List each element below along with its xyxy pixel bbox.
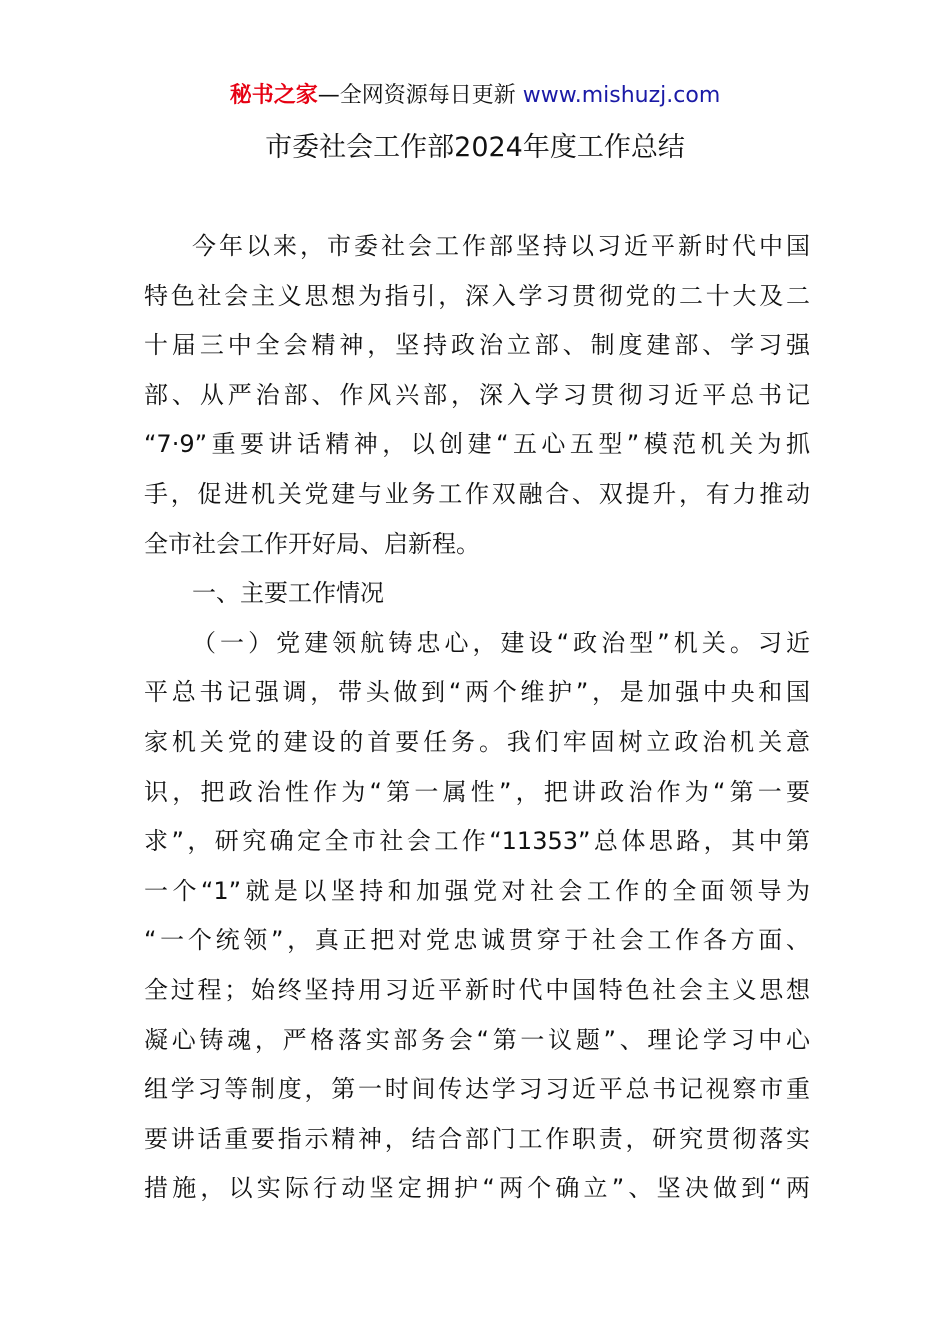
- paragraph-line: 全市社会工作开好局、启新程。: [144, 529, 480, 558]
- paragraph-line: 家机关党的建设的首要任务。我们牢固树立政治机关意: [144, 727, 810, 756]
- document-title: 市委社会工作部2024年度工作总结: [265, 132, 685, 163]
- paragraph-line: 十届三中全会精神，坚持政治立部、制度建部、学习强: [144, 331, 810, 360]
- paragraph-line: 手，促进机关党建与业务工作双融合、双提升，有力推动: [144, 479, 810, 508]
- paragraph-line: 凝心铸魂，严格落实部务会“第一议题”、理论学习中心: [144, 1025, 810, 1054]
- site-header: [0, 80, 950, 112]
- site-tagline: —全网资源每日更新: [317, 83, 523, 108]
- document-body: [144, 222, 810, 1214]
- paragraph-line: 措施，以实际行动坚定拥护“两个确立”、坚决做到“两: [144, 1174, 810, 1203]
- paragraph-line: 全过程；始终坚持用习近平新时代中国特色社会主义思想: [144, 975, 810, 1004]
- paragraph-line: 识，把政治性作为“第一属性”，把讲政治作为“第一要: [144, 777, 810, 806]
- paragraph-line: 组学习等制度，第一时间传达学习习近平总书记视察市重: [144, 1075, 810, 1104]
- paragraph-line: 今年以来，市委社会工作部坚持以习近平新时代中国: [192, 232, 810, 260]
- paragraph-line: 求”，研究确定全市社会工作“11353”总体思路，其中第: [144, 827, 810, 856]
- paragraph-line: “一个统领”，真正把对党忠诚贯穿于社会工作各方面、: [144, 926, 810, 955]
- paragraph-line: 平总书记强调，带头做到“两个维护”，是加强中央和国: [144, 678, 810, 707]
- paragraph-line: 要讲话重要指示精神，结合部门工作职责，研究贯彻落实: [144, 1124, 810, 1153]
- paragraph-line: （一）党建领航铸忠心，建设“政治型”机关。习近: [192, 628, 810, 657]
- paragraph-line: 一个“1”就是以坚持和加强党对社会工作的全面领导为: [144, 876, 810, 905]
- paragraph-line: “7·9”重要讲话精神，以创建“五心五型”模范机关为抓: [144, 430, 810, 459]
- site-url: www.mishuzj.com: [522, 83, 721, 108]
- site-brand: 秘书之家: [229, 83, 318, 108]
- paragraph-line: 部、从严治部、作风兴部，深入学习贯彻习近平总书记: [144, 380, 810, 409]
- section-heading: 一、主要工作情况: [192, 579, 384, 608]
- paragraph-line: 特色社会主义思想为指引，深入学习贯彻党的二十大及二: [144, 281, 810, 310]
